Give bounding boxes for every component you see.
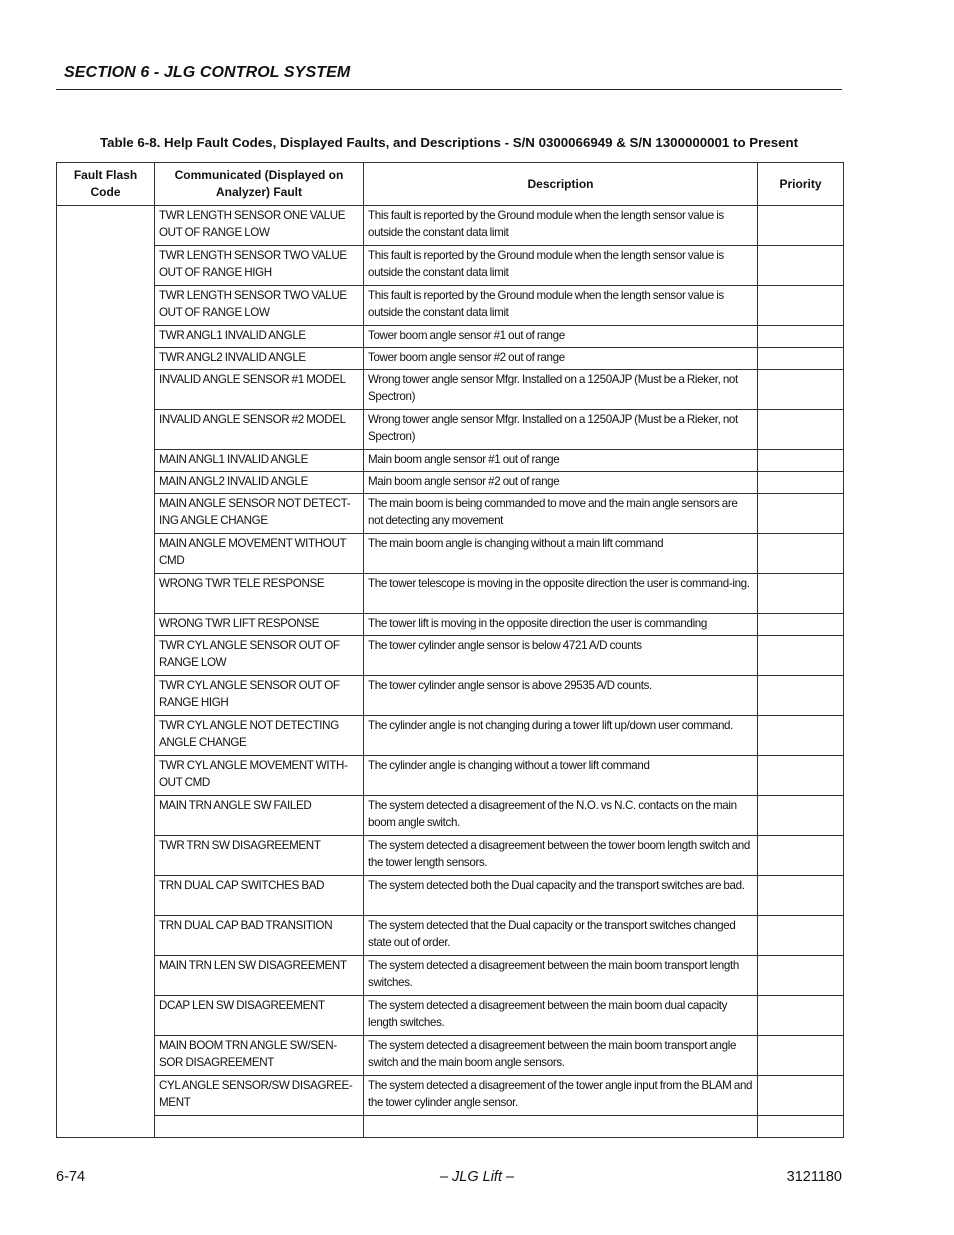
description-cell: The cylinder angle is changing without a tower lift command (364, 756, 758, 796)
table-row (57, 534, 844, 574)
fault-name-cell: TWR CYL ANGLE MOVEMENT WITH-OUT CMD (155, 756, 364, 796)
description-cell: The tower lift is moving in the opposite direction the user is commanding (364, 614, 758, 636)
priority-cell (758, 1036, 844, 1076)
description-cell: The system detected both the Dual capacity and the transport switches are bad. (364, 876, 758, 916)
description-cell: The tower cylinder angle sensor is above 29535 A/D counts. (364, 676, 758, 716)
priority-cell (758, 246, 844, 286)
table-row (57, 1076, 844, 1116)
table-header-row (57, 163, 844, 206)
column-header-description: Description (364, 163, 758, 206)
priority-cell (758, 916, 844, 956)
description-cell: The cylinder angle is not changing during a tower lift up/down user command. (364, 716, 758, 756)
priority-cell (758, 876, 844, 916)
fault-name-cell: MAIN ANGLE SENSOR NOT DETECT-ING ANGLE CHANGE (155, 494, 364, 534)
priority-cell (758, 326, 844, 348)
fault-name-cell: TWR ANGL2 INVALID ANGLE (155, 348, 364, 370)
priority-cell (758, 956, 844, 996)
fault-name-cell (155, 1116, 364, 1138)
column-header-code: Fault Flash Code (57, 163, 155, 206)
table-row (57, 636, 844, 676)
description-cell: The system detected a disagreement between the tower boom length switch and the tower length sensors. (364, 836, 758, 876)
description-cell: The tower cylinder angle sensor is below 4721 A/D counts (364, 636, 758, 676)
fault-name-cell: TWR CYL ANGLE NOT DETECTING ANGLE CHANGE (155, 716, 364, 756)
table-row (57, 574, 844, 614)
fault-name-cell: MAIN TRN ANGLE SW FAILED (155, 796, 364, 836)
description-cell: Main boom angle sensor #1 out of range (364, 450, 758, 472)
priority-cell (758, 614, 844, 636)
fault-name-cell: TWR CYL ANGLE SENSOR OUT OF RANGE LOW (155, 636, 364, 676)
priority-cell (758, 756, 844, 796)
fault-flash-code-cell (57, 636, 155, 676)
fault-flash-code-cell (57, 326, 155, 348)
document-number: 3121180 (786, 1169, 842, 1185)
fault-flash-code-cell (57, 534, 155, 574)
fault-flash-code-cell (57, 494, 155, 534)
description-cell: Main boom angle sensor #2 out of range (364, 472, 758, 494)
table-row (57, 756, 844, 796)
fault-flash-code-cell (57, 1036, 155, 1076)
fault-name-cell: WRONG TWR LIFT RESPONSE (155, 614, 364, 636)
page-number: 6-74 (56, 1169, 86, 1185)
description-cell: This fault is reported by the Ground module when the length sensor value is outside the constant data limit (364, 206, 758, 246)
fault-name-cell: WRONG TWR TELE RESPONSE (155, 574, 364, 614)
priority-cell (758, 472, 844, 494)
fault-flash-code-cell (57, 996, 155, 1036)
fault-name-cell: DCAP LEN SW DISAGREEMENT (155, 996, 364, 1036)
table-row (57, 326, 844, 348)
table-row (57, 614, 844, 636)
table-row (57, 796, 844, 836)
table-row (57, 1116, 844, 1138)
description-cell (364, 1116, 758, 1138)
fault-flash-code-cell (57, 574, 155, 614)
description-cell: Tower boom angle sensor #2 out of range (364, 348, 758, 370)
priority-cell (758, 996, 844, 1036)
table-row (57, 472, 844, 494)
table-row (57, 836, 844, 876)
fault-flash-code-cell (57, 370, 155, 410)
description-cell: Wrong tower angle sensor Mfgr. Installed on a 1250AJP (Must be a Rieker, not Spectron) (364, 370, 758, 410)
description-cell: Wrong tower angle sensor Mfgr. Installed on a 1250AJP (Must be a Rieker, not Spectron) (364, 410, 758, 450)
fault-name-cell: TRN DUAL CAP SWITCHES BAD (155, 876, 364, 916)
description-cell: This fault is reported by the Ground module when the length sensor value is outside the constant data limit (364, 286, 758, 326)
fault-name-cell: MAIN ANGL2 INVALID ANGLE (155, 472, 364, 494)
fault-name-cell: TWR LENGTH SENSOR TWO VALUE OUT OF RANGE LOW (155, 286, 364, 326)
fault-name-cell: MAIN ANGL1 INVALID ANGLE (155, 450, 364, 472)
table-row (57, 716, 844, 756)
table-title: Table 6-8. Help Fault Codes, Displayed Faults, and Descriptions - S/N 0300066949 & S/N 1300000001 to Present (99, 135, 799, 150)
fault-flash-code-cell (57, 1116, 155, 1138)
description-cell: The system detected a disagreement between the main boom transport length switches. (364, 956, 758, 996)
fault-name-cell: MAIN ANGLE MOVEMENT WITHOUT CMD (155, 534, 364, 574)
priority-cell (758, 836, 844, 876)
description-cell: The tower telescope is moving in the opposite direction the user is command-ing. (364, 574, 758, 614)
fault-codes-table (56, 162, 844, 1138)
priority-cell (758, 494, 844, 534)
fault-flash-code-cell (57, 796, 155, 836)
priority-cell (758, 348, 844, 370)
priority-cell (758, 450, 844, 472)
table-row (57, 450, 844, 472)
table-row (57, 246, 844, 286)
priority-cell (758, 534, 844, 574)
fault-flash-code-cell (57, 716, 155, 756)
fault-name-cell: TRN DUAL CAP BAD TRANSITION (155, 916, 364, 956)
fault-flash-code-cell (57, 614, 155, 636)
description-cell: The system detected a disagreement of the tower angle input from the BLAM and the tower cylinder angle sensor. (364, 1076, 758, 1116)
description-cell: Tower boom angle sensor #1 out of range (364, 326, 758, 348)
fault-flash-code-cell (57, 756, 155, 796)
fault-flash-code-cell (57, 676, 155, 716)
description-cell: The system detected a disagreement between the main boom transport angle switch and the main boom angle sensors. (364, 1036, 758, 1076)
priority-cell (758, 716, 844, 756)
table-row (57, 1036, 844, 1076)
fault-flash-code-cell (57, 286, 155, 326)
fault-name-cell: MAIN BOOM TRN ANGLE SW/SEN-SOR DISAGREEMENT (155, 1036, 364, 1076)
priority-cell (758, 370, 844, 410)
header-divider (56, 89, 842, 90)
priority-cell (758, 286, 844, 326)
fault-flash-code-cell (57, 836, 155, 876)
table-row (57, 996, 844, 1036)
table-row (57, 410, 844, 450)
column-header-priority: Priority (758, 163, 844, 206)
fault-name-cell: TWR TRN SW DISAGREEMENT (155, 836, 364, 876)
priority-cell (758, 636, 844, 676)
priority-cell (758, 574, 844, 614)
priority-cell (758, 1076, 844, 1116)
description-cell: The main boom is being commanded to move and the main angle sensors are not detecting any movement (364, 494, 758, 534)
fault-flash-code-cell (57, 876, 155, 916)
table-row (57, 956, 844, 996)
fault-flash-code-cell (57, 450, 155, 472)
table-row (57, 286, 844, 326)
table-row (57, 206, 844, 246)
table-row (57, 494, 844, 534)
fault-name-cell: TWR LENGTH SENSOR ONE VALUE OUT OF RANGE LOW (155, 206, 364, 246)
fault-flash-code-cell (57, 956, 155, 996)
description-cell: The system detected a disagreement of the N.O. vs N.C. contacts on the main boom angle switch. (364, 796, 758, 836)
priority-cell (758, 206, 844, 246)
fault-flash-code-cell (57, 1076, 155, 1116)
table-row (57, 876, 844, 916)
priority-cell (758, 410, 844, 450)
fault-name-cell: MAIN TRN LEN SW DISAGREEMENT (155, 956, 364, 996)
fault-flash-code-cell (57, 246, 155, 286)
table-row (57, 916, 844, 956)
section-title: SECTION 6 - JLG CONTROL SYSTEM (64, 64, 351, 81)
fault-name-cell: INVALID ANGLE SENSOR #1 MODEL (155, 370, 364, 410)
fault-name-cell: CYL ANGLE SENSOR/SW DISAGREE-MENT (155, 1076, 364, 1116)
fault-flash-code-cell (57, 472, 155, 494)
priority-cell (758, 796, 844, 836)
description-cell: The main boom angle is changing without a main lift command (364, 534, 758, 574)
table-body (57, 206, 844, 1138)
fault-name-cell: TWR CYL ANGLE SENSOR OUT OF RANGE HIGH (155, 676, 364, 716)
fault-flash-code-cell (57, 916, 155, 956)
priority-cell (758, 1116, 844, 1138)
fault-name-cell: INVALID ANGLE SENSOR #2 MODEL (155, 410, 364, 450)
column-header-fault: Communicated (Displayed on Analyzer) Fault (155, 163, 364, 206)
fault-name-cell: TWR ANGL1 INVALID ANGLE (155, 326, 364, 348)
fault-flash-code-cell (57, 410, 155, 450)
fault-flash-code-cell (57, 206, 155, 246)
table-row (57, 370, 844, 410)
fault-flash-code-cell (57, 348, 155, 370)
description-cell: This fault is reported by the Ground module when the length sensor value is outside the constant data limit (364, 246, 758, 286)
table-row (57, 348, 844, 370)
description-cell: The system detected that the Dual capacity or the transport switches changed state out of order. (364, 916, 758, 956)
footer-publisher: – JLG Lift – (439, 1169, 515, 1185)
table-row (57, 676, 844, 716)
fault-name-cell: TWR LENGTH SENSOR TWO VALUE OUT OF RANGE HIGH (155, 246, 364, 286)
priority-cell (758, 676, 844, 716)
description-cell: The system detected a disagreement between the main boom dual capacity length switches. (364, 996, 758, 1036)
